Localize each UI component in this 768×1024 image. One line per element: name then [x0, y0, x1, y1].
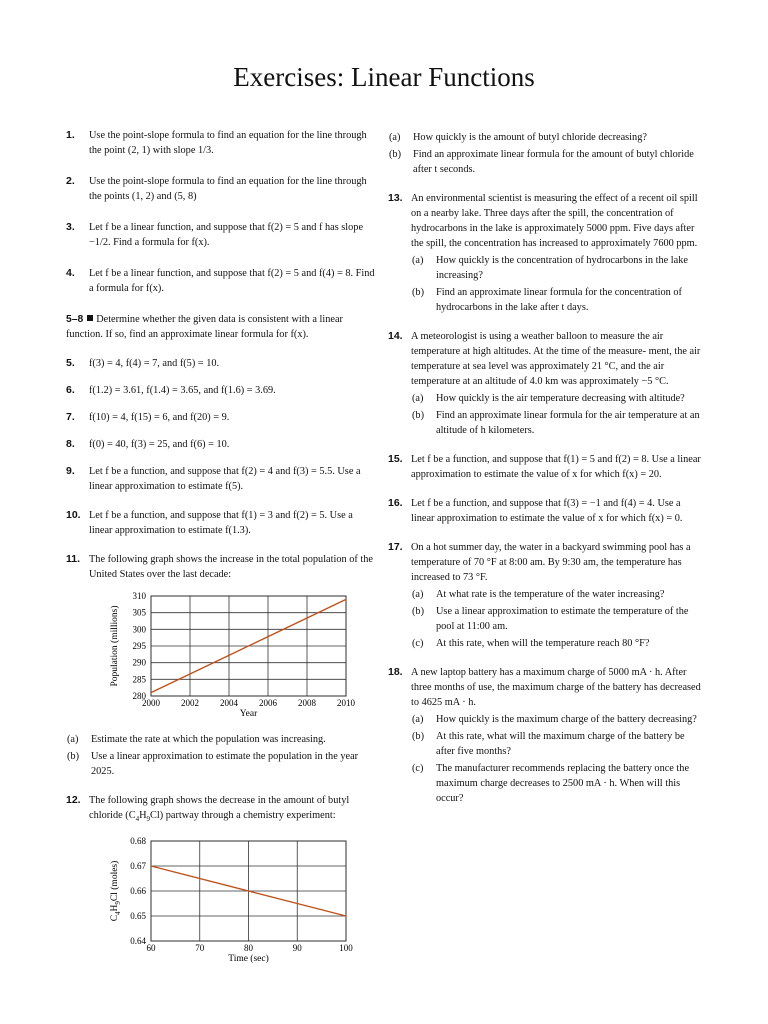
y-tick-label: 290	[132, 657, 146, 668]
exercise-11	[66, 552, 378, 779]
part-text: Use a linear approximation to estimate the temperature of the pool at 11:00 am.	[436, 606, 689, 632]
part-label: (b)	[412, 410, 425, 421]
y-tick-label: 0.65	[130, 911, 146, 922]
y-axis-label-part: H	[110, 904, 120, 912]
exercise-13	[388, 191, 703, 315]
right-column	[388, 128, 703, 820]
part-text: Find an approximate linear formula for the air temperature at an altitude of h kilometers.	[436, 410, 700, 436]
exercise-part	[411, 712, 703, 727]
exercise-18	[388, 665, 703, 806]
exercise-part	[388, 130, 703, 145]
exercise-number: 4.	[66, 267, 75, 279]
y-tick-label: 295	[132, 641, 146, 651]
part-label: (a)	[412, 589, 424, 600]
part-label: (a)	[412, 714, 424, 725]
x-tick-label: 2000	[142, 698, 160, 708]
part-text: How quickly is the concentration of hydrocarbons in the lake increasing?	[436, 255, 688, 281]
exercise-list-basic	[66, 128, 378, 296]
exercise-parts	[66, 732, 378, 779]
part-label: (b)	[412, 731, 425, 742]
exercise-number: 14.	[388, 330, 403, 342]
butyl-chloride-chart	[89, 831, 374, 971]
exercise-number: 1.	[66, 129, 75, 141]
exercise-part	[411, 636, 703, 651]
exercise-text: The following graph shows the increase in the total population of the United States over the last decade:	[89, 554, 373, 580]
exercise-14	[388, 329, 703, 438]
exercise-text: Let f be a function, and suppose that f(1) = 3 and f(2) = 5. Use a linear approximation to estimate f(1.3).	[89, 510, 353, 536]
exercise-number: 15.	[388, 453, 403, 465]
exercise-number: 2.	[66, 175, 75, 187]
group-instructions: Determine whether the given data is consistent with a linear function. If so, find an approximate linear formula for f(x).	[66, 314, 343, 340]
population-chart	[89, 586, 374, 726]
part-label: (c)	[412, 763, 424, 774]
part-label: (b)	[389, 149, 402, 160]
exercise-number: 13.	[388, 192, 403, 204]
y-axis-label-part: 4	[114, 911, 122, 915]
exercise-text: A new laptop battery has a maximum charge of 5000 mA · h. After three months of use, the maximum charge of the battery has decreased to 4625 mA · h.	[411, 667, 701, 708]
x-axis-label: Year	[239, 709, 258, 719]
part-label: (b)	[412, 606, 425, 617]
part-label: (a)	[389, 132, 401, 143]
y-axis-label	[109, 861, 122, 922]
exercise-part	[411, 285, 703, 315]
exercise-list-approx	[66, 464, 378, 538]
exercise-4	[66, 266, 378, 296]
part-text: At this rate, what will the maximum charge of the battery be after five months?	[436, 731, 685, 757]
exercise-2	[66, 174, 378, 204]
exercise-text: Let f be a linear function, and suppose that f(2) = 5 and f has slope −1/2. Find a formula for f(x).	[89, 222, 364, 248]
exercise-number: 9.	[66, 465, 75, 477]
x-tick-label: 90	[292, 943, 302, 954]
exercise-part	[411, 729, 703, 759]
part-label: (a)	[412, 393, 424, 404]
x-tick-label: 80	[244, 943, 253, 954]
part-label: (a)	[412, 255, 424, 266]
y-tick-label: 0.66	[130, 886, 146, 897]
exercise-number: 3.	[66, 221, 75, 233]
part-text: How quickly is the maximum charge of the battery decreasing?	[436, 714, 697, 725]
y-axis-label-part: 9	[114, 901, 122, 905]
exercise-text: Let f be a function, and suppose that f(2) = 4 and f(3) = 5.5. Use a linear approximation to estimate f(5).	[89, 466, 361, 492]
exercise-number: 12.	[66, 794, 81, 806]
exercise-text: Use the point-slope formula to find an equation for the line through the points (1, 2) and (5, 8)	[89, 176, 367, 202]
part-text: Estimate the rate at which the population was increasing.	[91, 734, 326, 745]
exercise-part	[66, 749, 378, 779]
exercise-part	[411, 587, 703, 602]
page-title: Exercises: Linear Functions	[233, 62, 535, 92]
exercise-6	[66, 383, 378, 398]
y-axis-label-part: Cl (moles)	[110, 860, 120, 902]
exercise-text: An environmental scientist is measuring the effect of a recent oil spill on a nearby lake. Three days after the spill, the concentration of hydrocarbons in the lake is approximately 5000 ppm. Five days after the spill, the concentration has increased to approximately 7600 ppm.	[411, 193, 698, 249]
exercise-8	[66, 437, 378, 452]
exercise-17	[388, 540, 703, 651]
exercise-5	[66, 356, 378, 371]
part-text: Find an approximate linear formula for the concentration of hydrocarbons in the lake after t days.	[436, 287, 682, 313]
left-column	[66, 128, 378, 987]
exercise-16	[388, 496, 703, 526]
exercise-part	[66, 732, 378, 747]
exercise-parts	[411, 253, 703, 315]
exercise-number: 18.	[388, 666, 403, 678]
exercise-15	[388, 452, 703, 482]
part-text: How quickly is the amount of butyl chloride decreasing?	[413, 132, 647, 143]
square-bullet-icon	[87, 315, 93, 321]
exercise-group-5-8	[66, 312, 378, 342]
exercise-12-parts	[388, 130, 703, 177]
x-axis-label: Time (sec)	[228, 954, 269, 965]
exercise-10	[66, 508, 378, 538]
exercise-text: Let f be a function, and suppose that f(3) = −1 and f(4) = 4. Use a linear approximation to estimate the value of x for which f(x) = 0.	[411, 498, 683, 524]
y-tick-label: 0.67	[130, 861, 146, 872]
x-tick-label: 2002	[181, 698, 199, 708]
exercise-part	[411, 391, 703, 406]
exercise-number: 7.	[66, 411, 75, 423]
x-tick-label: 70	[195, 943, 205, 954]
y-tick-label: 0.64	[130, 936, 146, 947]
exercise-list-data	[66, 356, 378, 452]
exercise-number: 16.	[388, 497, 403, 509]
exercise-text: Let f be a function, and suppose that f(1) = 5 and f(2) = 8. Use a linear approximation to estimate the value of x for which f(x) = 20.	[411, 454, 701, 480]
exercise-text: f(3) = 4, f(4) = 7, and f(5) = 10.	[89, 358, 220, 369]
exercise-part	[411, 761, 703, 806]
exercise-number: 8.	[66, 438, 75, 450]
exercise-part	[388, 147, 703, 177]
exercise-text: On a hot summer day, the water in a backyard swimming pool has a temperature of 70 °F at 8:00 am. By 9:30 am, the temperature has increased to 73 °F.	[411, 542, 691, 583]
exercise-text: Let f be a linear function, and suppose that f(2) = 5 and f(4) = 8. Find a formula for f(x).	[89, 268, 375, 294]
part-label: (b)	[67, 751, 80, 762]
part-text: The manufacturer recommends replacing the battery once the maximum charge decreases to 2500 mA · h. When will this occur?	[436, 763, 690, 804]
x-tick-label: 2010	[337, 698, 355, 708]
x-tick-label: 2006	[259, 698, 277, 708]
part-label: (c)	[412, 638, 424, 649]
exercise-7	[66, 410, 378, 425]
exercise-9	[66, 464, 378, 494]
y-tick-label: 300	[132, 624, 146, 635]
part-text: How quickly is the air temperature decreasing with altitude?	[436, 393, 685, 404]
x-tick-label: 100	[339, 943, 353, 954]
exercise-part	[411, 604, 703, 634]
exercise-3	[66, 220, 378, 250]
x-tick-label: 2008	[298, 698, 316, 708]
exercise-text: f(0) = 40, f(3) = 25, and f(6) = 10.	[89, 439, 230, 450]
exercise-12	[66, 793, 378, 971]
y-tick-label: 280	[132, 691, 146, 701]
exercise-1	[66, 128, 378, 158]
part-text: At this rate, when will the temperature reach 80 °F?	[436, 638, 650, 649]
exercise-part	[411, 253, 703, 283]
exercise-number: 11.	[66, 553, 81, 565]
part-label: (b)	[412, 287, 425, 298]
exercise-parts	[411, 712, 703, 806]
exercise-number: 6.	[66, 384, 75, 396]
x-tick-label: 2004	[220, 698, 238, 708]
y-tick-label: 285	[132, 674, 146, 685]
exercise-parts	[411, 391, 703, 438]
group-number: 5–8	[66, 314, 84, 325]
part-text: Use a linear approximation to estimate the population in the year 2025.	[91, 751, 359, 777]
y-axis-label: Population (millions)	[110, 605, 120, 687]
exercise-text: f(1.2) = 3.61, f(1.4) = 3.65, and f(1.6) = 3.69.	[89, 385, 276, 396]
exercise-text: The following graph shows the decrease in the amount of butyl chloride $(C_4H_9Cl)$ partway through a chemistry experiment:	[89, 795, 350, 824]
y-tick-label: 305	[132, 607, 146, 618]
y-tick-label: 0.68	[130, 836, 146, 847]
exercise-number: 5.	[66, 357, 75, 369]
exercise-parts	[411, 587, 703, 651]
part-label: (a)	[67, 734, 79, 745]
exercise-number: 17.	[388, 541, 403, 553]
exercise-text: f(10) = 4, f(15) = 6, and f(20) = 9.	[89, 412, 230, 423]
part-text: At what rate is the temperature of the water increasing?	[436, 589, 665, 600]
y-axis-label-part: C	[110, 915, 120, 922]
part-text: Find an approximate linear formula for the amount of butyl chloride after t seconds.	[413, 149, 694, 175]
exercise-part	[411, 408, 703, 438]
exercise-list-right	[388, 191, 703, 806]
exercise-text: Use the point-slope formula to find an equation for the line through the point (2, 1) with slope 1/3.	[89, 130, 367, 156]
y-tick-label: 310	[132, 591, 146, 601]
exercise-number: 10.	[66, 509, 81, 521]
exercise-text: A meteorologist is using a weather balloon to measure the air temperature at high altitudes. At the time of the measure- ment, the air temperature at sea level was approximately 21 °C, and the air temperature at an altitude of 4.0 km was approximately −5 °C.	[411, 331, 701, 387]
x-tick-label: 60	[146, 943, 156, 954]
